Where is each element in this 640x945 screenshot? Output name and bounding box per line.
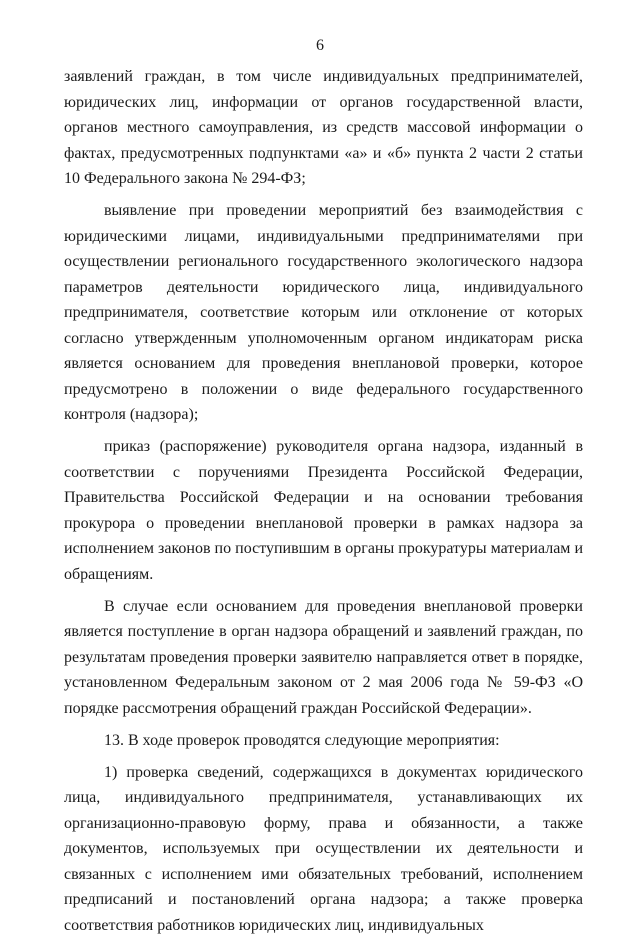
paragraph-continuation: заявлений граждан, в том числе индивидуальных предпринимателей, юридических лиц, информации от органов государственной власти, органов местного самоуправления, из средств массовой информации о фактах, предусмотренных подпунктами «а» и «б» пункта 2 части 2 статьи 10 Федерального закона № 294-ФЗ;	[64, 68, 583, 187]
body-text	[64, 64, 583, 945]
page-number: 6	[316, 37, 324, 54]
paragraph-order: приказ (распоряжение) руководителя органа надзора, изданный в соответствии с поручениями Президента Российской Федерации, Правительства Российской Федерации и на основании требования прокурора о проведении внеплановой проверки в рамках надзора за исполнением законов по поступившим в органы прокуратуры материалам и обращениям.	[64, 438, 583, 583]
paragraph-section-13: 13. В ходе проверок проводятся следующие мероприятия:	[104, 731, 500, 749]
paragraph-detection: выявление при проведении мероприятий без взаимодействия с юридическими лицами, индивидуальными предпринимателями при осуществлении регионального государственного экологического надзора параметров деятельности юридического лица, индивидуального предпринимателя, соответствие которым или отклонение от которых согласно утвержденным уполномоченным органом индикаторам риска является основанием для проведения внеплановой проверки, которое предусмотрено в положении о виде федерального государственного контроля (надзора);	[64, 202, 583, 423]
paragraph-item-1: 1) проверка сведений, содержащихся в документах юридического лица, индивидуального предпринимателя, устанавливающих их организационно-правовую форму, права и обязанности, а также документов, используемых при осуществлении их деятельности и связанных с исполнением ими обязательных требований, исполнением предписаний и постановлений органа надзора; а также проверка соответствия работников юридических лиц, индивидуальных	[64, 763, 583, 934]
paragraph-citizen-appeals: В случае если основанием для проведения внеплановой проверки является поступление в орган надзора обращений и заявлений граждан, по результатам проведения проверки заявителю направляется ответ в порядке, установленном Федеральным законом от 2 мая 2006 года № 59-ФЗ «О порядке рассмотрения обращений граждан Российской Федерации».	[64, 597, 583, 717]
